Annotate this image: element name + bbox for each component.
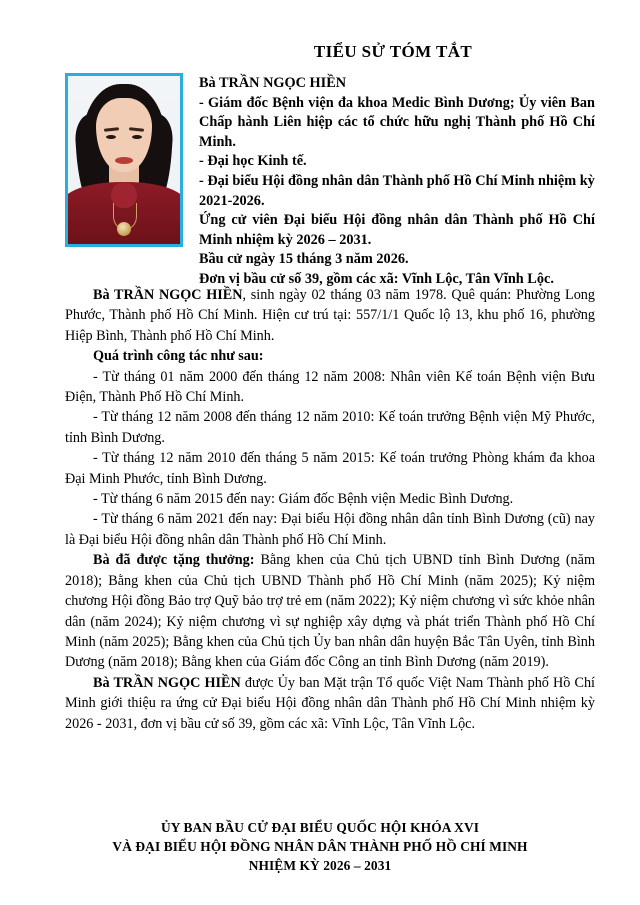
awards-bold-lead: Bà đã được tặng thưởng: (93, 552, 255, 569)
awards-rest: Bằng khen của Chủ tịch UBND tỉnh Bình Dương (năm 2018); Bằng khen của Chủ tịch UBND Thành phố Hồ Chí Minh (năm 2025); Kỷ niệm chương Hội đồng Bảo trợ Quỹ bảo trợ trẻ em (năm 2022); Kỷ niệm chương vì sức khỏe nhân dân (năm 2024); Kỷ niệm chương vì sự nghiệp xây dựng và phát triển Thành phố Hồ Chí Minh (năm 2025); Bằng khen của Chủ tịch Ủy ban nhân dân huyện Bắc Tân Uyên, tỉnh Bình Dương (năm 2018); Bằng khen của Giám đốc Công an tỉnh Bình Dương (năm 2019). (65, 552, 595, 671)
intro-rest: , sinh ngày 02 tháng 03 năm 1978. Quê quán: Phường Long Phước, Thành phố Hồ Chí Minh. Hiện cư trú tại: 557/1/1 Quốc lộ 13, khu phố 16, phường Hiệp Bình, Thành phố Hồ Chí Minh. (65, 287, 595, 344)
header-section (65, 42, 595, 290)
header-line-candidacy: Ứng cử viên Đại biểu Hội đồng nhân dân Thành phố Hồ Chí Minh nhiệm kỳ 2026 – 2031. (199, 212, 595, 248)
career-item: - Từ tháng 6 năm 2015 đến nay: Giám đốc Bệnh viện Medic Bình Dương. (93, 491, 514, 508)
nomination-rest: được Ủy ban Mặt trận Tổ quốc Việt Nam Thành phố Hồ Chí Minh giới thiệu ra ứng cử Đại biểu Hội đồng nhân dân Thành phố Hồ Chí Minh nhiệm kỳ 2026 - 2031, đơn vị bầu cử số 39, gồm các xã: Vĩnh Lộc, Tân Vĩnh Lộc. (65, 674, 595, 732)
body-section (65, 285, 595, 734)
header-candidate-name: Bà TRẦN NGỌC HIỀN (199, 75, 347, 91)
career-item: - Từ tháng 12 năm 2008 đến tháng 12 năm 2010: Kế toán trưởng Bệnh viện Mỹ Phước, tỉnh Bình Dương. (65, 409, 595, 446)
header-line-position: - Giám đốc Bệnh viện đa khoa Medic Bình Dương; Ủy viên Ban Chấp hành Liên hiệp các tổ chức hữu nghị Thành phố Hồ Chí Minh. (199, 94, 595, 150)
header-line-education: - Đại học Kinh tế. (199, 153, 307, 170)
paragraph-awards (65, 550, 595, 672)
footer-line-3: NHIỆM KỲ 2026 – 2031 (248, 858, 392, 873)
footer-section (0, 818, 640, 875)
portrait-eye-left (106, 135, 116, 139)
paragraph-intro (65, 285, 595, 346)
intro-bold-name: Bà TRẦN NGỌC HIỀN (93, 287, 243, 303)
header-line-election-date: Bầu cử ngày 15 tháng 3 năm 2026. (199, 251, 409, 268)
career-item: - Từ tháng 01 năm 2000 đến tháng 12 năm 2008: Nhân viên Kế toán Bệnh viện Bưu Điện, Thành Phố Hồ Chí Minh. (65, 368, 595, 406)
header-text-column (187, 42, 595, 290)
footer-line-1: ỦY BAN BẦU CỬ ĐẠI BIỂU QUỐC HỘI KHÓA XVI (160, 820, 480, 835)
career-item: - Từ tháng 6 năm 2021 đến nay: Đại biểu Hội đồng nhân dân tỉnh Bình Dương (cũ) nay là Đại biểu Hội đồng nhân dân Thành phố Hồ Chí Minh. (65, 511, 595, 548)
header-line-constituency: Đơn vị bầu cử số 39, gồm các xã: Vĩnh Lộc, Tân Vĩnh Lộc. (199, 270, 554, 287)
portrait-eye-right (132, 135, 142, 139)
nomination-bold-name: Bà TRẦN NGỌC HIỀN (93, 674, 241, 691)
portrait-necklace-pendant (117, 222, 131, 236)
career-item: - Từ tháng 12 năm 2010 đến tháng 5 năm 2015: Kế toán trưởng Phòng khám đa khoa Đại Minh Phước, tỉnh Bình Dương. (65, 450, 595, 487)
portrait-image (68, 76, 180, 244)
header-line-current-term: - Đại biểu Hội đồng nhân dân Thành phố Hồ Chí Minh nhiệm kỳ 2021-2026. (199, 172, 595, 209)
candidate-photo (65, 73, 183, 247)
career-heading (65, 346, 595, 366)
paragraph-nomination (65, 673, 595, 734)
header-row (65, 42, 595, 290)
photo-column (65, 42, 187, 247)
portrait-lips (115, 157, 133, 164)
footer-line-2: VÀ ĐẠI BIỂU HỘI ĐỒNG NHÂN DÂN THÀNH PHỐ HỒ CHÍ MINH (112, 839, 528, 854)
page-title: TIỂU SỬ TÓM TẮT (313, 42, 473, 61)
career-heading-text: Quá trình công tác như sau: (93, 348, 264, 365)
